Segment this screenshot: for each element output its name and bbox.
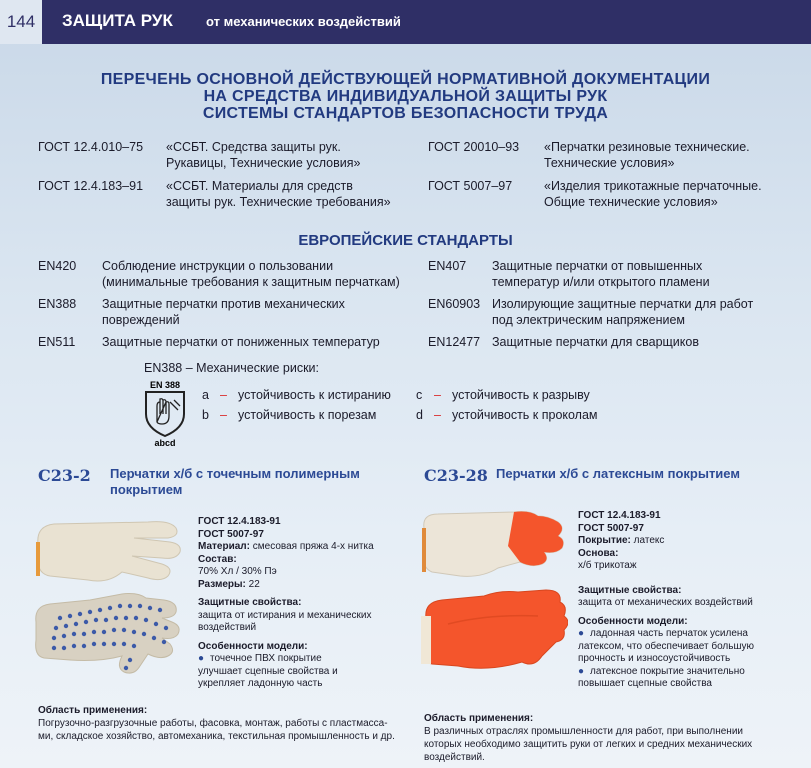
gost-item	[38, 139, 418, 173]
section-subtitle: от механических воздействий	[206, 14, 401, 29]
eu-desc: Защитные перчатки для сварщиков	[492, 335, 699, 349]
eu-code: EN407	[428, 259, 467, 273]
eu-desc: Защитные перчатки против механических повреждений	[102, 297, 345, 327]
gost-desc: «Перчатки резиновые технические. Технические условия»	[544, 140, 750, 170]
gost-item	[428, 178, 808, 212]
gost-desc: «Изделия трикотажные перчаточные. Общие технические условия»	[544, 179, 762, 209]
main-title	[0, 71, 811, 122]
eu-desc: Изолирующие защитные перчатки для работ под электрическим напряжением	[492, 297, 754, 327]
product2-specs: ГОСТ 12.4.183-91 ГОСТ 5007-97 Покрытие: латекс Основа: х/б трикотаж Защитные свойства: защита от механических воздействий Особенности модели: ● ладонная часть перчаток усилена латексом, что обеспечивает большую прочность и износоустойчивость ● латексное покрытие значительно повышает сцепные свойства	[578, 510, 754, 689]
gost-code: ГОСТ 5007–97	[428, 179, 513, 193]
en388-icon-label: EN 388	[149, 380, 181, 390]
risk-item: a – устойчивость к истиранию	[202, 388, 391, 402]
gost-code: ГОСТ 20010–93	[428, 140, 520, 154]
gost-code: ГОСТ 12.4.183–91	[38, 179, 144, 193]
gost-code: ГОСТ 12.4.010–75	[38, 140, 144, 154]
main-title-line: СИСТЕМЫ СТАНДАРТОВ БЕЗОПАСНОСТИ ТРУДА	[202, 105, 609, 122]
dotted-glove-image	[30, 514, 190, 686]
eu-item	[38, 334, 418, 352]
eu-desc: Защитные перчатки от пониженных температур	[102, 335, 380, 349]
gost-item	[428, 139, 808, 173]
section-title: ЗАЩИТА РУК	[62, 11, 173, 30]
en388-icon-code: abcd	[154, 438, 176, 448]
eu-code: EN60903	[428, 297, 481, 311]
eu-code: EN420	[38, 259, 77, 273]
risk-item: d – устойчивость к проколам	[416, 408, 598, 422]
en388-pictogram-icon	[140, 378, 190, 448]
product-title: Перчатки х/б с латексным покрытием	[496, 466, 740, 481]
main-title-line: ПЕРЕЧЕНЬ ОСНОВНОЙ ДЕЙСТВУЮЩЕЙ НОРМАТИВНОЙ ДОКУМЕНТАЦИИ	[100, 71, 711, 88]
page-header	[0, 0, 811, 44]
eu-code: EN12477	[428, 335, 481, 349]
eu-desc: Соблюдение инструкции о пользовании (минимальные требования к защитным перчаткам)	[102, 259, 400, 289]
product1-area: Область применения: Погрузочно-разгрузочные работы, фасовка, монтаж, работы с пластмасса- ми, складское хозяйство, автомеханика, текстильная промышленность и др.	[38, 705, 395, 742]
page-number: 144	[0, 0, 42, 44]
eu-desc: Защитные перчатки от повышенных температур и/или открытого пламени	[492, 259, 710, 289]
eu-item	[428, 258, 808, 292]
eu-code: EN388	[38, 297, 77, 311]
main-title-line: НА СРЕДСТВА ИНДИВИДУАЛЬНОЙ ЗАЩИТЫ РУК	[203, 88, 608, 105]
eu-code: EN511	[38, 335, 76, 349]
product2-area: Область применения: В различных отраслях промышленности для работ, при выполнении которых необходимо защитить руки от легких и средних механических воздействий.	[424, 713, 753, 763]
risk-item: c – устойчивость к разрыву	[416, 388, 590, 402]
eu-item	[38, 296, 418, 330]
product-title: Перчатки х/б с точечным полимерным покрытием	[110, 466, 360, 497]
latex-glove-image	[418, 506, 568, 696]
gost-item	[38, 178, 418, 212]
eu-item	[428, 296, 808, 330]
eu-item	[38, 258, 418, 292]
eu-item	[428, 334, 808, 352]
product1-specs: ГОСТ 12.4.183-91 ГОСТ 5007-97 Материал: смесовая пряжа 4-х нитка Состав: 70% Хл / 30% Пэ Размеры: 22 Защитные свойства: защита от истирания и механических воздействий Особенности модели: ● точечное ПВХ покрытие улучшает сцепные свойства и укрепляет ладонную часть	[198, 516, 374, 689]
product-code: C23-28	[424, 466, 488, 485]
gost-desc: «ССБТ. Средства защиты рук. Рукавицы, Технические условия»	[166, 140, 361, 170]
gost-desc: «ССБТ. Материалы для средств защиты рук. Технические требования»	[166, 179, 391, 209]
risk-item: b – устойчивость к порезам	[202, 408, 377, 422]
product-code: C23-2	[38, 466, 91, 485]
risks-heading: EN388 – Механические риски:	[144, 361, 319, 375]
eu-standards-title: ЕВРОПЕЙСКИЕ СТАНДАРТЫ	[298, 232, 513, 249]
